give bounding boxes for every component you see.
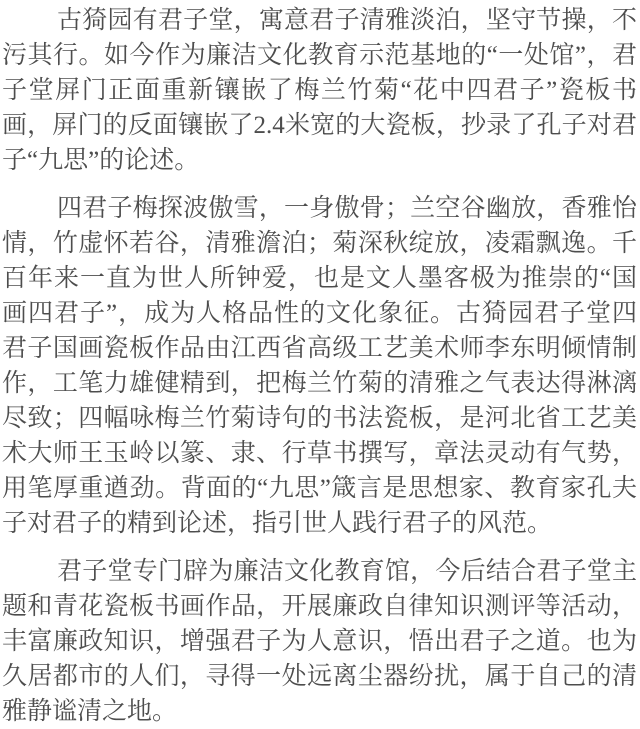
article-body bbox=[2, 3, 637, 729]
paragraph-intro: 古猗园有君子堂，寓意君子清雅淡泊，坚守节操，不污其行。如今作为廉洁文化教育示范基地的“一处馆”，君子堂屏门正面重新镶嵌了梅兰竹菊“花中四君子”瓷板书画，屏门的反面镶嵌了2.4米宽的大瓷板，抄录了孔子对君子“九思”的论述。 bbox=[2, 7, 637, 174]
paragraph-education-hall: 君子堂专门辟为廉洁文化教育馆，今后结合君子堂主题和青花瓷板书画作品，开展廉政自律知识测评等活动，丰富廉政知识，增强君子为人意识，悟出君子之道。也为久居都市的人们，寻得一处远离尘器纷扰，属于自己的清雅静谧清之地。 bbox=[2, 558, 637, 725]
paragraph-four-gentlemen: 四君子梅探波傲雪，一身傲骨；兰空谷幽放，香雅怡情，竹虚怀若谷，清雅澹泊；菊深秋绽放，凌霜飘逸。千百年来一直为世人所钟爱，也是文人墨客极为推崇的“国画四君子”，成为人格品性的文化象征。古猗园君子堂四君子国画瓷板作品由江西省高级工艺美术师李东明倾情制作，工笔力雄健精到，把梅兰竹菊的清雅之气表达得淋漓尽致；四幅咏梅兰竹菊诗句的书法瓷板，是河北省工艺美术大师王玉岭以篆、隶、行草书撰写，章法灵动有气势，用笔厚重遒劲。背面的“九思”箴言是思想家、教育家孔夫子对君子的精到论述，指引世人践行君子的风范。 bbox=[2, 195, 637, 537]
